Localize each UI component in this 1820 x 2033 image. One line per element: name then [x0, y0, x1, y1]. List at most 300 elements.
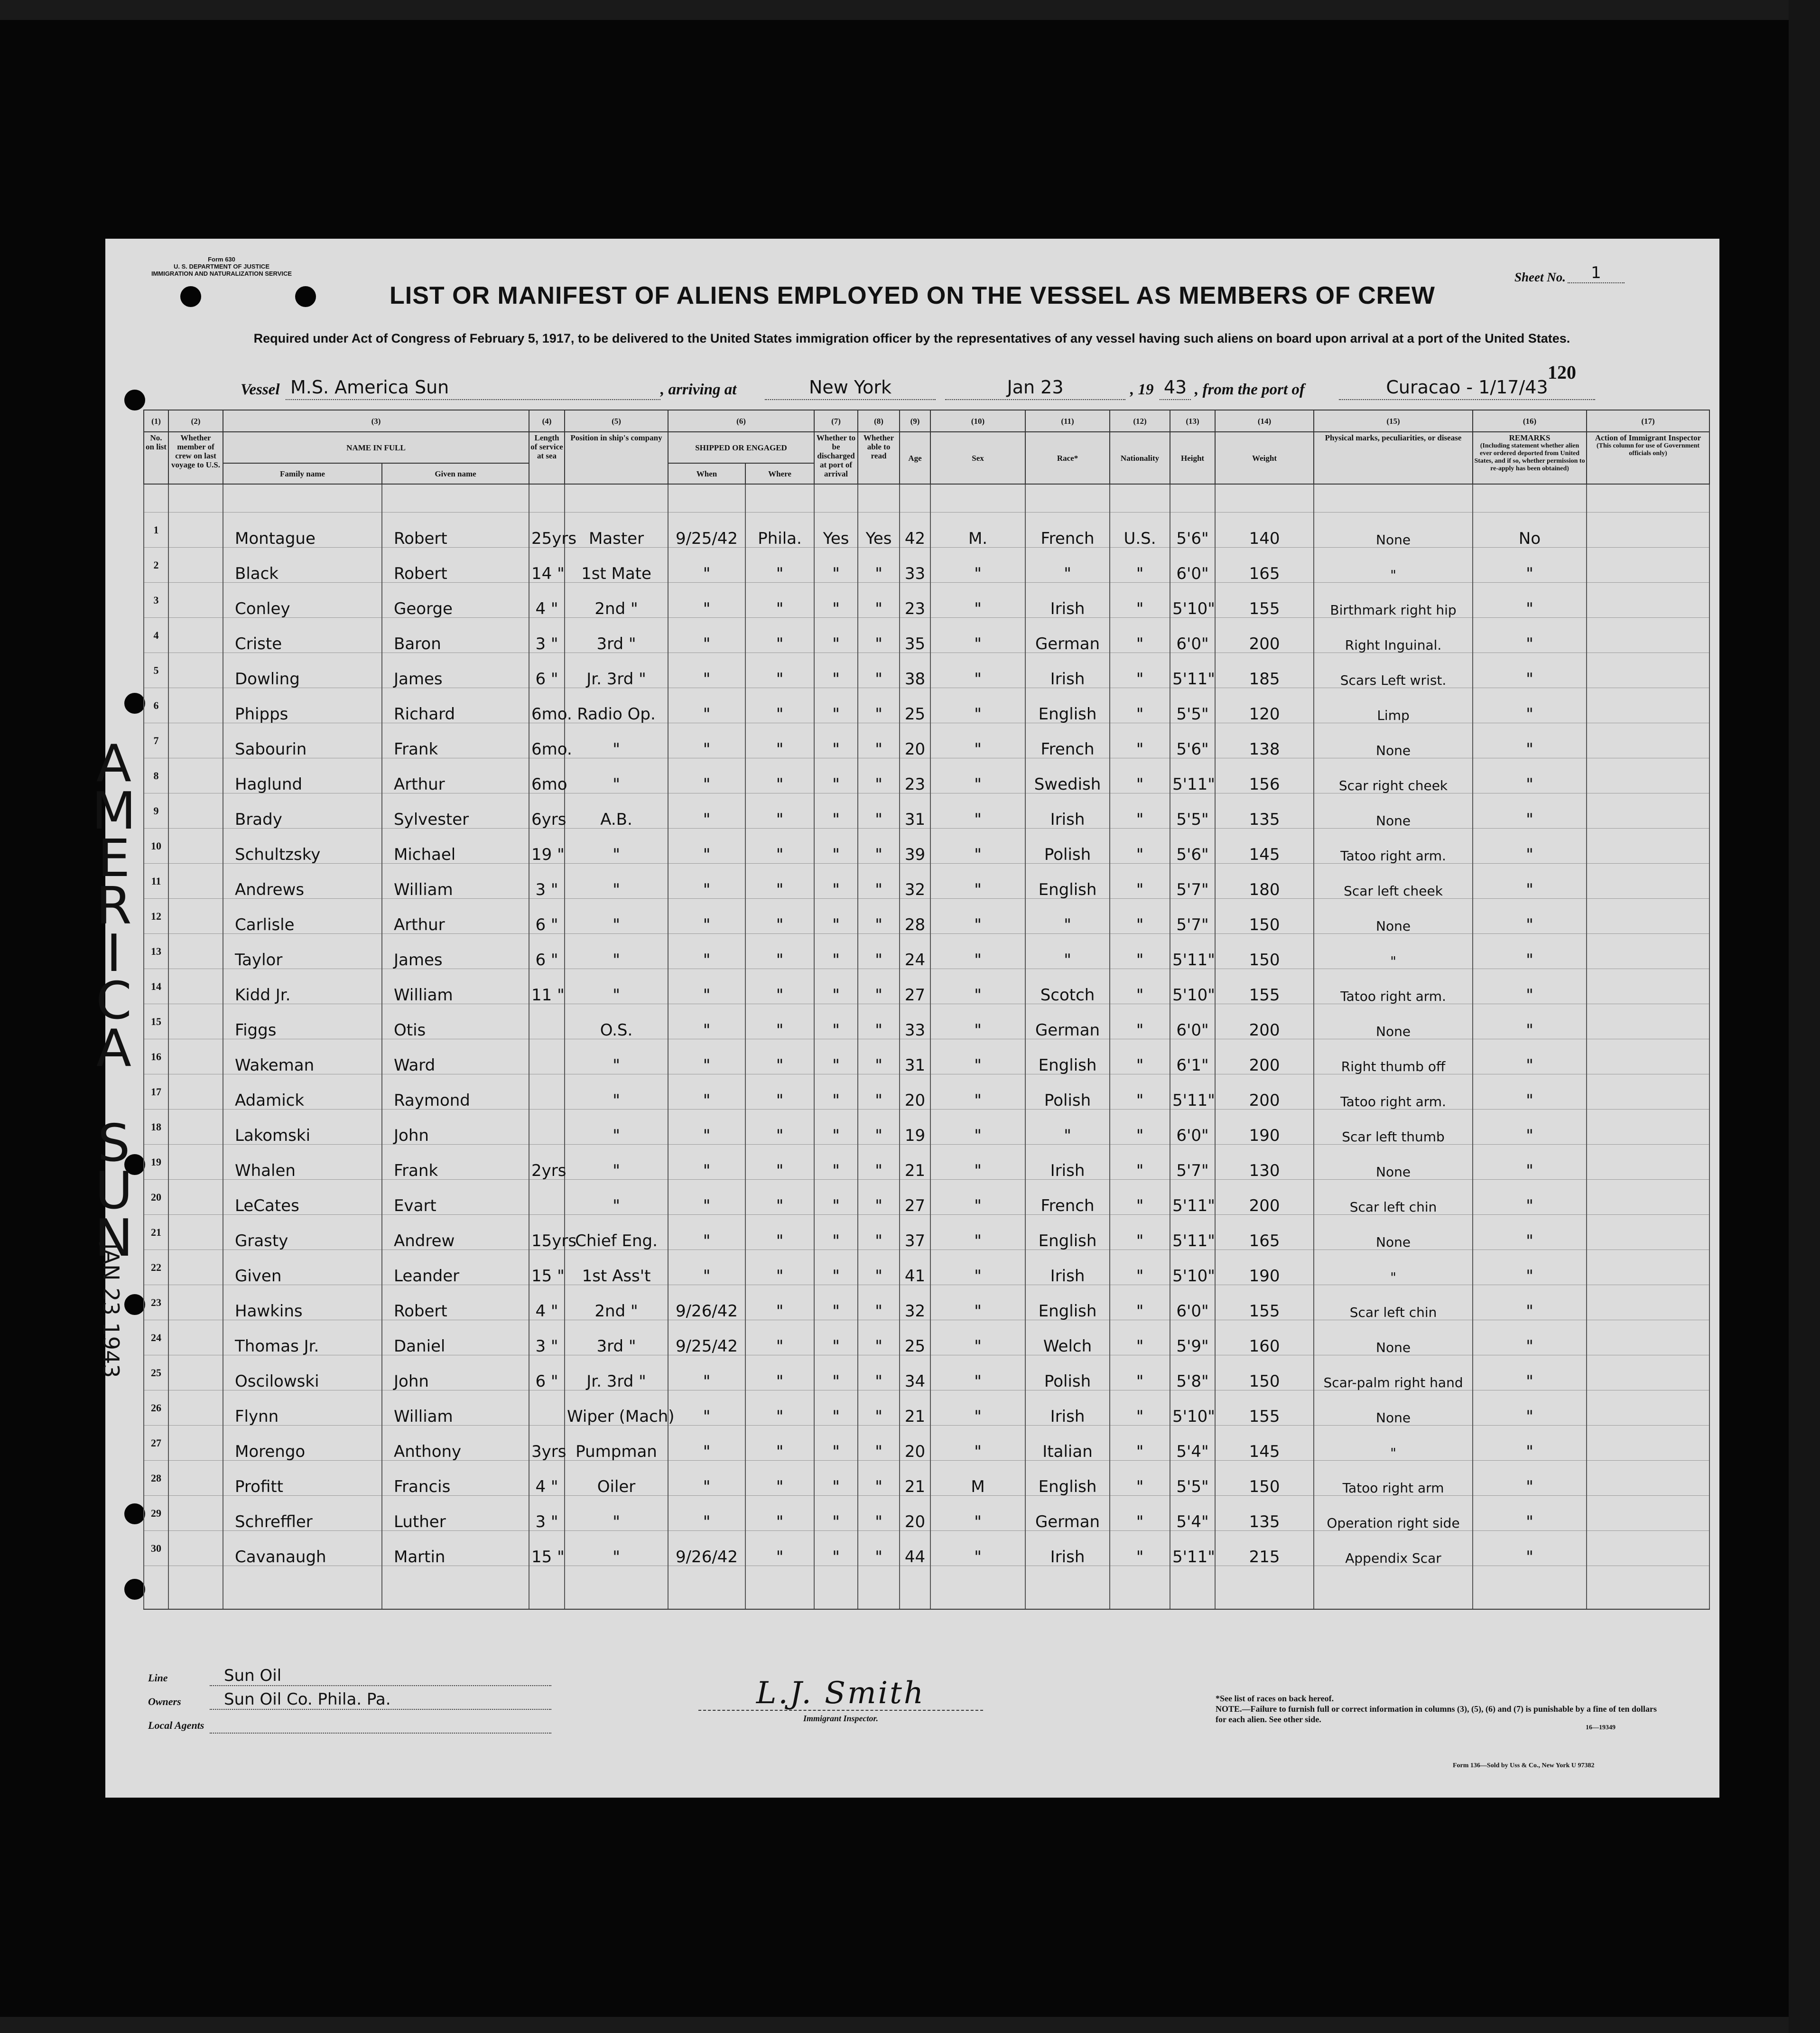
shipped-when: ": [668, 1004, 745, 1039]
inspector-action-cell: [1587, 688, 1709, 723]
stamp-letter: S: [97, 1114, 130, 1173]
age: 32: [900, 864, 930, 899]
inspector-label: Immigrant Inspector.: [803, 1714, 879, 1723]
colnum-10: (10): [930, 410, 1025, 432]
given-name: Robert: [382, 513, 529, 548]
remarks: ": [1473, 1074, 1587, 1110]
colnum-11: (11): [1025, 410, 1110, 432]
height: 5'7": [1170, 1145, 1215, 1180]
family-name: Oscilowski: [223, 1355, 382, 1390]
given-name: Sylvester: [382, 793, 529, 829]
colnum-1: (1): [144, 410, 168, 432]
race: Polish: [1025, 1355, 1110, 1390]
length-of-service: [529, 1180, 565, 1215]
discharged: ": [814, 1355, 858, 1390]
able-to-read: ": [858, 969, 900, 1004]
weight: 165: [1215, 548, 1314, 583]
owners-value: Sun Oil Co. Phila. Pa.: [210, 1690, 551, 1710]
row-number: 25: [144, 1355, 168, 1390]
given-name: George: [382, 583, 529, 618]
colnum-8: (8): [858, 410, 900, 432]
remarks: ": [1473, 1496, 1587, 1531]
stamp-letter: C: [96, 971, 132, 1031]
discharged: ": [814, 1320, 858, 1355]
physical-marks: Operation right side: [1314, 1496, 1473, 1531]
given-name: Robert: [382, 1285, 529, 1320]
sex: ": [930, 618, 1025, 653]
inspector-action-cell: [1587, 1039, 1709, 1074]
shipped-when: ": [668, 1461, 745, 1496]
header-discharged: Whether to be discharged at port of arrival: [814, 432, 858, 484]
table-row: [144, 934, 1709, 969]
year-prefix: , 19: [1130, 381, 1154, 398]
physical-marks: Tatoo right arm: [1314, 1461, 1473, 1496]
race: Irish: [1025, 1250, 1110, 1285]
position: ": [565, 969, 668, 1004]
discharged: ": [814, 758, 858, 793]
vessel-name-field: M.S. America Sun: [286, 376, 660, 400]
inspector-action-cell: [1587, 1461, 1709, 1496]
header-position: Position in ship's company: [565, 432, 668, 484]
header-inspector-note: (This column for use of Government officials only): [1596, 442, 1700, 457]
position: 1st Ass't: [565, 1250, 668, 1285]
remarks: No: [1473, 513, 1587, 548]
race: English: [1025, 1285, 1110, 1320]
header-remarks-note: (Including statement whether alien ever ordered deported from United States, and if so, whether permission to re-apply has been obtained): [1474, 442, 1585, 472]
able-to-read: ": [858, 1461, 900, 1496]
remarks: ": [1473, 864, 1587, 899]
header-when: When: [668, 463, 745, 484]
weight: 200: [1215, 618, 1314, 653]
table-row: [144, 1426, 1709, 1461]
discharged: ": [814, 583, 858, 618]
physical-marks: None: [1314, 1004, 1473, 1039]
vessel-label: Vessel: [241, 381, 280, 398]
inspector-action-cell: [1587, 1250, 1709, 1285]
able-to-read: ": [858, 1390, 900, 1426]
length-of-service: 2yrs: [529, 1145, 565, 1180]
colnum-6: (6): [668, 410, 814, 432]
family-name: Montague: [223, 513, 382, 548]
able-to-read: ": [858, 758, 900, 793]
sex: ": [930, 899, 1025, 934]
row-number: 23: [144, 1285, 168, 1320]
races-note: *See list of races on back hereof.: [1216, 1694, 1334, 1703]
inspector-action-cell: [1587, 1496, 1709, 1531]
age: 27: [900, 969, 930, 1004]
height: 5'8": [1170, 1355, 1215, 1390]
age: 23: [900, 758, 930, 793]
length-of-service: 6 ": [529, 1355, 565, 1390]
given-name: Arthur: [382, 758, 529, 793]
header-physical-marks: Physical marks, peculiarities, or disease: [1314, 432, 1473, 484]
sex: ": [930, 758, 1025, 793]
table-row: [144, 1039, 1709, 1074]
discharged: ": [814, 1074, 858, 1110]
inspector-action-cell: [1587, 934, 1709, 969]
row-number: 12: [144, 899, 168, 934]
header-inspector-label: Action of Immigrant Inspector: [1595, 433, 1701, 442]
height: 5'4": [1170, 1496, 1215, 1531]
able-to-read: ": [858, 1215, 900, 1250]
able-to-read: ": [858, 1320, 900, 1355]
remarks: ": [1473, 1180, 1587, 1215]
race: Irish: [1025, 793, 1110, 829]
row-number: 9: [144, 793, 168, 829]
position: 3rd ": [565, 1320, 668, 1355]
nationality: U.S.: [1110, 513, 1170, 548]
header-sex: Sex: [930, 432, 1025, 484]
given-name: Andrew: [382, 1215, 529, 1250]
physical-marks: Scar left thumb: [1314, 1110, 1473, 1145]
length-of-service: 15 ": [529, 1250, 565, 1285]
length-of-service: 3 ": [529, 618, 565, 653]
length-of-service: 4 ": [529, 583, 565, 618]
length-of-service: 4 ": [529, 1285, 565, 1320]
age: 25: [900, 1320, 930, 1355]
table-row: [144, 1004, 1709, 1039]
weight: 145: [1215, 829, 1314, 864]
nationality: ": [1110, 1004, 1170, 1039]
race: German: [1025, 1496, 1110, 1531]
row-number: 2: [144, 548, 168, 583]
height: 5'7": [1170, 864, 1215, 899]
punch-hole: [124, 390, 145, 410]
age: 33: [900, 1004, 930, 1039]
height: 6'0": [1170, 548, 1215, 583]
date-stamp-text: JAN 23 1943: [98, 1243, 124, 1378]
last-voyage-cell: [168, 1004, 223, 1039]
line-row: [148, 1662, 537, 1686]
shipped-where: ": [745, 1531, 814, 1566]
position: Master: [565, 513, 668, 548]
table-row: [144, 1285, 1709, 1320]
shipped-when: ": [668, 1180, 745, 1215]
age: 39: [900, 829, 930, 864]
discharged: ": [814, 1390, 858, 1426]
shipped-where: ": [745, 1180, 814, 1215]
age: 34: [900, 1355, 930, 1390]
family-name: Black: [223, 548, 382, 583]
table-row: [144, 723, 1709, 758]
shipped-where: ": [745, 1461, 814, 1496]
height: 5'5": [1170, 1461, 1215, 1496]
inspector-action-cell: [1587, 864, 1709, 899]
inspector-action-cell: [1587, 1285, 1709, 1320]
position: O.S.: [565, 1004, 668, 1039]
form-code: 16—19349: [1586, 1724, 1616, 1731]
table-tail-row: [144, 1566, 1709, 1610]
remarks: ": [1473, 1355, 1587, 1390]
colnum-3: (3): [223, 410, 529, 432]
last-voyage-cell: [168, 1355, 223, 1390]
shipped-where: ": [745, 793, 814, 829]
physical-marks: Scar left cheek: [1314, 864, 1473, 899]
position: ": [565, 758, 668, 793]
remarks: ": [1473, 1145, 1587, 1180]
length-of-service: [529, 1390, 565, 1426]
race: English: [1025, 688, 1110, 723]
shipped-where: ": [745, 1145, 814, 1180]
weight: 150: [1215, 934, 1314, 969]
table-row: [144, 653, 1709, 688]
shipped-when: ": [668, 723, 745, 758]
inspector-action-cell: [1587, 1180, 1709, 1215]
height: 5'11": [1170, 758, 1215, 793]
last-voyage-cell: [168, 1215, 223, 1250]
family-name: Profitt: [223, 1461, 382, 1496]
race: Swedish: [1025, 758, 1110, 793]
age: 20: [900, 1426, 930, 1461]
length-of-service: 3 ": [529, 864, 565, 899]
table-row: [144, 1074, 1709, 1110]
nationality: ": [1110, 934, 1170, 969]
shipped-when: 9/25/42: [668, 513, 745, 548]
shipped-when: 9/26/42: [668, 1531, 745, 1566]
row-number: 6: [144, 688, 168, 723]
able-to-read: ": [858, 723, 900, 758]
remarks: ": [1473, 793, 1587, 829]
remarks: ": [1473, 618, 1587, 653]
colnum-14: (14): [1215, 410, 1314, 432]
age: 21: [900, 1461, 930, 1496]
table-spacer-row: [144, 484, 1709, 513]
age: 41: [900, 1250, 930, 1285]
able-to-read: Yes: [858, 513, 900, 548]
header-name-in-full: NAME IN FULL: [223, 432, 529, 463]
stamp-letter: U: [95, 1161, 133, 1221]
discharged: ": [814, 1180, 858, 1215]
last-voyage-cell: [168, 899, 223, 934]
inspector-action-cell: [1587, 583, 1709, 618]
shipped-when: ": [668, 758, 745, 793]
given-name: John: [382, 1355, 529, 1390]
physical-marks: Scars Left wrist.: [1314, 653, 1473, 688]
table-row: [144, 548, 1709, 583]
shipped-where: ": [745, 1426, 814, 1461]
given-name: Anthony: [382, 1426, 529, 1461]
able-to-read: ": [858, 1426, 900, 1461]
remarks: ": [1473, 1461, 1587, 1496]
weight: 155: [1215, 1285, 1314, 1320]
row-number: 3: [144, 583, 168, 618]
remarks: ": [1473, 723, 1587, 758]
height: 5'10": [1170, 1390, 1215, 1426]
table-row: [144, 583, 1709, 618]
nationality: ": [1110, 1496, 1170, 1531]
sex: ": [930, 1390, 1025, 1426]
shipped-when: ": [668, 1039, 745, 1074]
physical-marks: Right thumb off: [1314, 1039, 1473, 1074]
length-of-service: 25yrs: [529, 513, 565, 548]
height: 5'10": [1170, 969, 1215, 1004]
shipped-when: ": [668, 1355, 745, 1390]
discharged: Yes: [814, 513, 858, 548]
weight: 140: [1215, 513, 1314, 548]
length-of-service: 3 ": [529, 1320, 565, 1355]
given-name: William: [382, 864, 529, 899]
table-row: [144, 1355, 1709, 1390]
manifest-body: [144, 484, 1709, 1609]
sex: ": [930, 1426, 1025, 1461]
given-name: Otis: [382, 1004, 529, 1039]
shipped-where: ": [745, 1496, 814, 1531]
remarks: ": [1473, 1250, 1587, 1285]
given-name: James: [382, 653, 529, 688]
row-number: 24: [144, 1320, 168, 1355]
shipped-when: ": [668, 934, 745, 969]
height: 5'11": [1170, 1215, 1215, 1250]
given-name: Martin: [382, 1531, 529, 1566]
able-to-read: ": [858, 1285, 900, 1320]
nationality: ": [1110, 1285, 1170, 1320]
header-height: Height: [1170, 432, 1215, 484]
length-of-service: 6mo: [529, 758, 565, 793]
weight: 190: [1215, 1110, 1314, 1145]
frame-right-edge: [1789, 0, 1820, 2033]
punch-hole: [124, 1503, 145, 1524]
height: 6'0": [1170, 618, 1215, 653]
nationality: ": [1110, 793, 1170, 829]
fine-note: NOTE.—Failure to furnish full or correct information in columns (3), (5), (6) and (7) is punishable by a fine of ten dollars for each alien. See other side.: [1216, 1704, 1657, 1724]
punch-hole: [124, 1294, 145, 1315]
given-name: Leander: [382, 1250, 529, 1285]
shipped-when: ": [668, 1390, 745, 1426]
owners-row: [148, 1686, 537, 1710]
position: Radio Op.: [565, 688, 668, 723]
able-to-read: ": [858, 829, 900, 864]
given-name: Frank: [382, 1145, 529, 1180]
able-to-read: ": [858, 1180, 900, 1215]
length-of-service: 6mo.: [529, 723, 565, 758]
age: 21: [900, 1145, 930, 1180]
shipped-when: ": [668, 793, 745, 829]
shipped-when: ": [668, 899, 745, 934]
stamp-letter: M: [92, 782, 136, 841]
physical-marks: Scar left chin: [1314, 1180, 1473, 1215]
race: German: [1025, 618, 1110, 653]
discharged: ": [814, 1145, 858, 1180]
nationality: ": [1110, 829, 1170, 864]
height: 6'1": [1170, 1039, 1215, 1074]
age: 20: [900, 1496, 930, 1531]
given-name: Robert: [382, 548, 529, 583]
shipped-when: 9/25/42: [668, 1320, 745, 1355]
length-of-service: [529, 1074, 565, 1110]
table-row: [144, 864, 1709, 899]
race: English: [1025, 864, 1110, 899]
from-port-field: Curacao - 1/17/43: [1339, 376, 1595, 400]
row-number: 15: [144, 1004, 168, 1039]
family-name: Wakeman: [223, 1039, 382, 1074]
age: 20: [900, 723, 930, 758]
height: 5'11": [1170, 1531, 1215, 1566]
discharged: ": [814, 1496, 858, 1531]
shipped-where: ": [745, 864, 814, 899]
shipped-where: ": [745, 1004, 814, 1039]
header-family-name: Family name: [223, 463, 382, 484]
nationality: ": [1110, 618, 1170, 653]
remarks: ": [1473, 1426, 1587, 1461]
colnum-4: (4): [529, 410, 565, 432]
table-row: [144, 1180, 1709, 1215]
inspector-action-cell: [1587, 899, 1709, 934]
from-port-label: , from the port of: [1195, 381, 1305, 398]
remarks: ": [1473, 899, 1587, 934]
row-number: 27: [144, 1426, 168, 1461]
inspector-action-cell: [1587, 969, 1709, 1004]
age: 44: [900, 1531, 930, 1566]
inspector-action-cell: [1587, 618, 1709, 653]
able-to-read: ": [858, 864, 900, 899]
length-of-service: 6yrs: [529, 793, 565, 829]
nationality: ": [1110, 583, 1170, 618]
discharged: ": [814, 653, 858, 688]
row-number: 20: [144, 1180, 168, 1215]
height: 5'5": [1170, 688, 1215, 723]
header-weight: Weight: [1215, 432, 1314, 484]
nationality: ": [1110, 1074, 1170, 1110]
age: 23: [900, 583, 930, 618]
family-name: Thomas Jr.: [223, 1320, 382, 1355]
nationality: ": [1110, 1250, 1170, 1285]
physical-marks: None: [1314, 1390, 1473, 1426]
last-voyage-cell: [168, 969, 223, 1004]
position: 2nd ": [565, 583, 668, 618]
physical-marks: None: [1314, 1145, 1473, 1180]
remarks: ": [1473, 548, 1587, 583]
remarks: ": [1473, 1110, 1587, 1145]
inspector-action-cell: [1587, 793, 1709, 829]
punch-hole: [124, 1579, 145, 1600]
physical-marks: Tatoo right arm.: [1314, 969, 1473, 1004]
discharged: ": [814, 1285, 858, 1320]
header-nationality: Nationality: [1110, 432, 1170, 484]
height: 5'11": [1170, 1074, 1215, 1110]
shipped-when: ": [668, 969, 745, 1004]
given-name: William: [382, 969, 529, 1004]
family-name: Given: [223, 1250, 382, 1285]
inspector-action-cell: [1587, 653, 1709, 688]
sex: ": [930, 583, 1025, 618]
shipped-where: ": [745, 653, 814, 688]
last-voyage-cell: [168, 1461, 223, 1496]
table-row: [144, 1250, 1709, 1285]
position: ": [565, 1145, 668, 1180]
last-voyage-cell: [168, 864, 223, 899]
inspector-action-cell: [1587, 1110, 1709, 1145]
age: 42: [900, 513, 930, 548]
position: A.B.: [565, 793, 668, 829]
weight: 135: [1215, 1496, 1314, 1531]
shipped-where: ": [745, 1074, 814, 1110]
position: ": [565, 723, 668, 758]
family-name: LeCates: [223, 1180, 382, 1215]
table-row: [144, 969, 1709, 1004]
inspector-action-cell: [1587, 1355, 1709, 1390]
last-voyage-cell: [168, 829, 223, 864]
race: Irish: [1025, 653, 1110, 688]
position: Wiper (Mach): [565, 1390, 668, 1426]
nationality: ": [1110, 1426, 1170, 1461]
family-name: Adamick: [223, 1074, 382, 1110]
remarks: ": [1473, 969, 1587, 1004]
age: 21: [900, 1390, 930, 1426]
colnum-5: (5): [565, 410, 668, 432]
nationality: ": [1110, 1320, 1170, 1355]
nationality: ": [1110, 969, 1170, 1004]
colnum-13: (13): [1170, 410, 1215, 432]
